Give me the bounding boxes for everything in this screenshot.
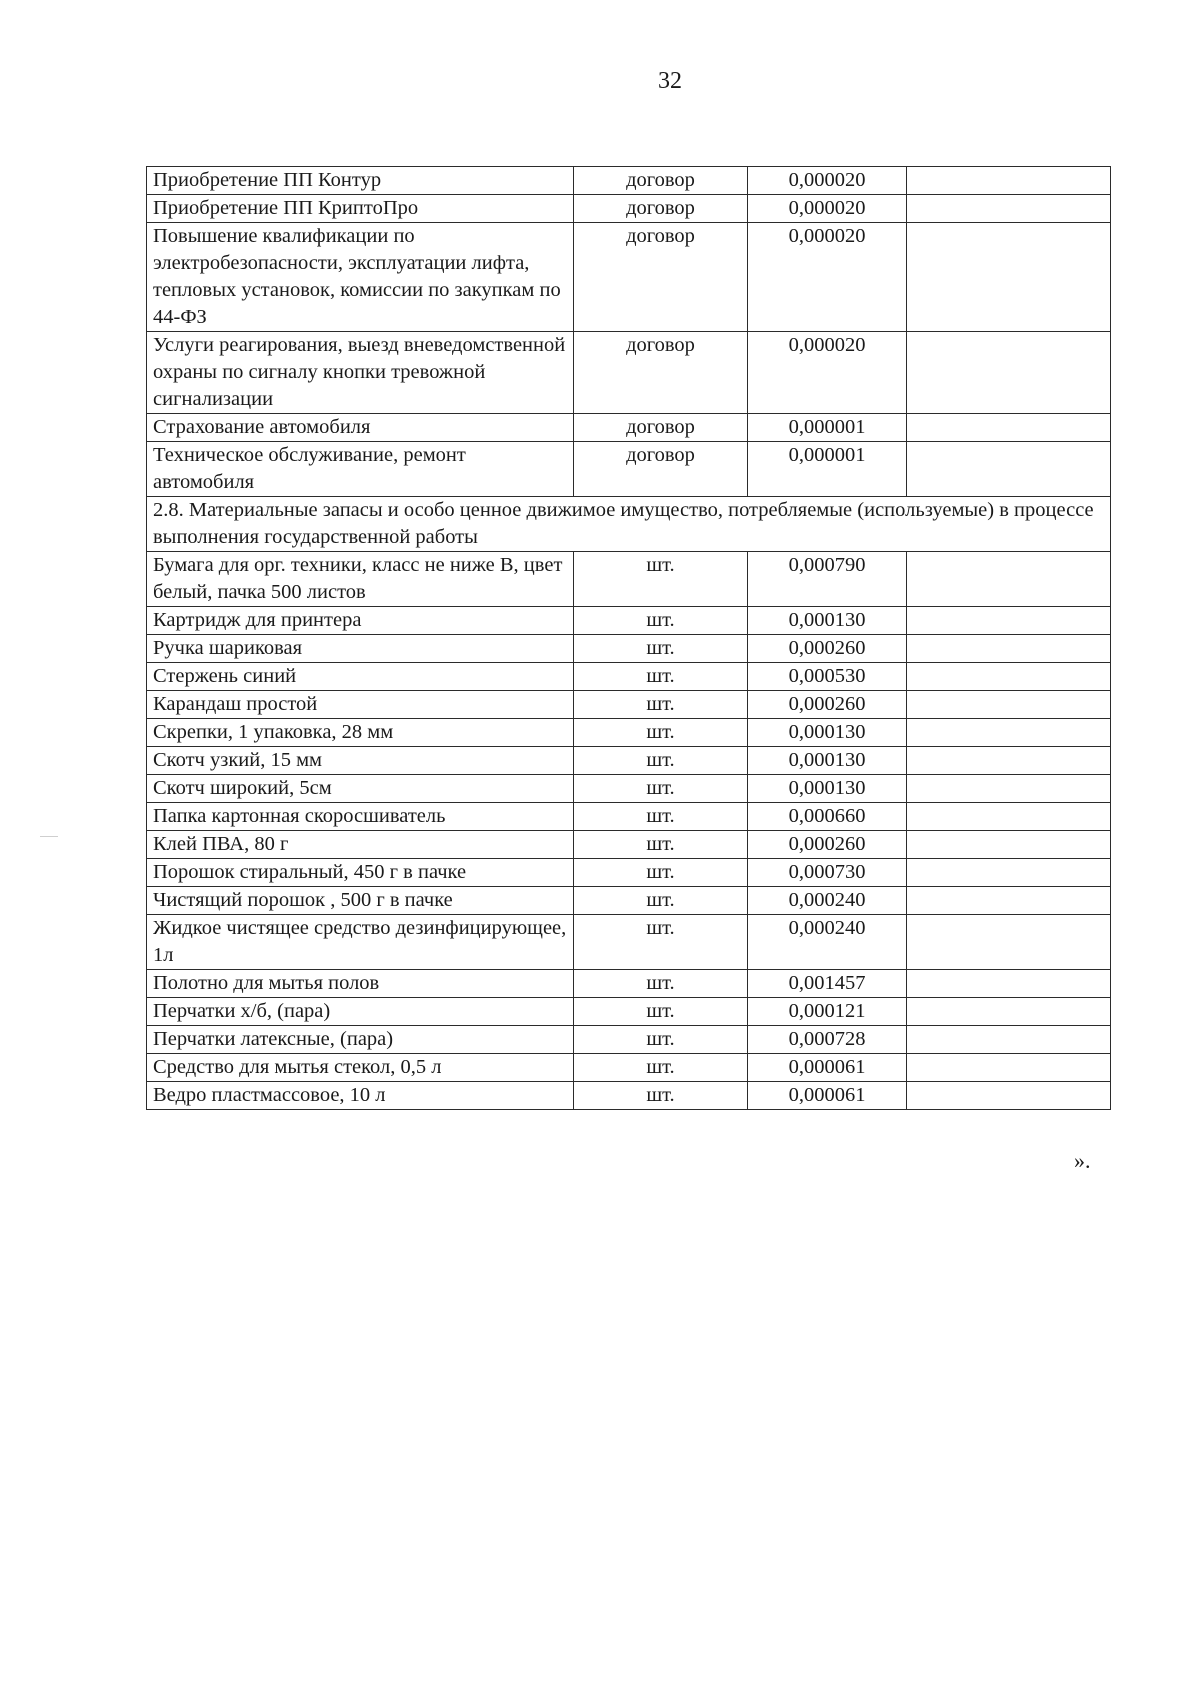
unit-cell: шт. (574, 970, 748, 998)
unit-cell: шт. (574, 1082, 748, 1110)
section-heading: 2.8. Материальные запасы и особо ценное движимое имущество, потребляемые (используемые) в процессе выполнения государственной работы (147, 497, 1111, 552)
extra-cell (907, 747, 1111, 775)
norm-value-cell: 0,000260 (748, 635, 907, 663)
unit-cell: договор (574, 414, 748, 442)
norms-table (146, 166, 1111, 1110)
norm-value-cell: 0,000728 (748, 1026, 907, 1054)
unit-cell: шт. (574, 887, 748, 915)
table-row (147, 607, 1111, 635)
item-name-cell: Скотч узкий, 15 мм (147, 747, 574, 775)
extra-cell (907, 775, 1111, 803)
table-row (147, 970, 1111, 998)
table-row (147, 915, 1111, 970)
extra-cell (907, 831, 1111, 859)
table-row (147, 635, 1111, 663)
table-row (147, 887, 1111, 915)
table-row (147, 167, 1111, 195)
norm-value-cell: 0,000240 (748, 915, 907, 970)
norm-value-cell: 0,000020 (748, 195, 907, 223)
section-heading-row (147, 497, 1111, 552)
item-name-cell: Клей ПВА, 80 г (147, 831, 574, 859)
table-row (147, 663, 1111, 691)
extra-cell (907, 887, 1111, 915)
unit-cell: шт. (574, 663, 748, 691)
extra-cell (907, 663, 1111, 691)
unit-cell: договор (574, 167, 748, 195)
table-row (147, 195, 1111, 223)
norm-value-cell: 0,000260 (748, 831, 907, 859)
norm-value-cell: 0,000130 (748, 607, 907, 635)
unit-cell: шт. (574, 915, 748, 970)
table-row (147, 442, 1111, 497)
norm-value-cell: 0,000001 (748, 414, 907, 442)
table-row (147, 691, 1111, 719)
table-row (147, 719, 1111, 747)
unit-cell: шт. (574, 803, 748, 831)
item-name-cell: Ручка шариковая (147, 635, 574, 663)
unit-cell: шт. (574, 831, 748, 859)
unit-cell: шт. (574, 859, 748, 887)
unit-cell: шт. (574, 775, 748, 803)
extra-cell (907, 1054, 1111, 1082)
norm-value-cell: 0,000061 (748, 1082, 907, 1110)
norm-value-cell: 0,000020 (748, 167, 907, 195)
item-name-cell: Картридж для принтера (147, 607, 574, 635)
item-name-cell: Техническое обслуживание, ремонт автомобиля (147, 442, 574, 497)
unit-cell: шт. (574, 1026, 748, 1054)
norm-value-cell: 0,000130 (748, 747, 907, 775)
unit-cell: шт. (574, 635, 748, 663)
unit-cell: договор (574, 442, 748, 497)
norm-value-cell: 0,000130 (748, 719, 907, 747)
extra-cell (907, 607, 1111, 635)
table-row (147, 552, 1111, 607)
unit-cell: шт. (574, 691, 748, 719)
table-row (147, 998, 1111, 1026)
extra-cell (907, 167, 1111, 195)
norm-value-cell: 0,000240 (748, 887, 907, 915)
unit-cell: шт. (574, 552, 748, 607)
item-name-cell: Чистящий порошок , 500 г в пачке (147, 887, 574, 915)
unit-cell: договор (574, 223, 748, 332)
item-name-cell: Полотно для мытья полов (147, 970, 574, 998)
unit-cell: шт. (574, 1054, 748, 1082)
table-row (147, 747, 1111, 775)
extra-cell (907, 552, 1111, 607)
table-row (147, 775, 1111, 803)
norm-value-cell: 0,001457 (748, 970, 907, 998)
item-name-cell: Страхование автомобиля (147, 414, 574, 442)
item-name-cell: Средство для мытья стекол, 0,5 л (147, 1054, 574, 1082)
item-name-cell: Перчатки латексные, (пара) (147, 1026, 574, 1054)
extra-cell (907, 915, 1111, 970)
norm-value-cell: 0,000130 (748, 775, 907, 803)
item-name-cell: Ведро пластмассовое, 10 л (147, 1082, 574, 1110)
extra-cell (907, 635, 1111, 663)
norm-value-cell: 0,000121 (748, 998, 907, 1026)
table-row (147, 1054, 1111, 1082)
item-name-cell: Карандаш простой (147, 691, 574, 719)
norm-value-cell: 0,000001 (748, 442, 907, 497)
extra-cell (907, 1026, 1111, 1054)
item-name-cell: Бумага для орг. техники, класс не ниже В, цвет белый, пачка 500 листов (147, 552, 574, 607)
item-name-cell: Приобретение ПП КриптоПро (147, 195, 574, 223)
table-row (147, 803, 1111, 831)
extra-cell (907, 332, 1111, 414)
unit-cell: договор (574, 195, 748, 223)
unit-cell: шт. (574, 747, 748, 775)
norm-value-cell: 0,000530 (748, 663, 907, 691)
unit-cell: шт. (574, 607, 748, 635)
table-row (147, 414, 1111, 442)
unit-cell: договор (574, 332, 748, 414)
item-name-cell: Скрепки, 1 упаковка, 28 мм (147, 719, 574, 747)
item-name-cell: Приобретение ПП Контур (147, 167, 574, 195)
table-row (147, 831, 1111, 859)
table-row (147, 859, 1111, 887)
item-name-cell: Перчатки х/б, (пара) (147, 998, 574, 1026)
extra-cell (907, 859, 1111, 887)
item-name-cell: Папка картонная скоросшиватель (147, 803, 574, 831)
extra-cell (907, 803, 1111, 831)
extra-cell (907, 998, 1111, 1026)
extra-cell (907, 442, 1111, 497)
extra-cell (907, 970, 1111, 998)
unit-cell: шт. (574, 998, 748, 1026)
item-name-cell: Жидкое чистящее средство дезинфицирующее, 1л (147, 915, 574, 970)
closing-quote: ». (1074, 1148, 1091, 1173)
page-number: 32 (658, 68, 682, 94)
item-name-cell: Стержень синий (147, 663, 574, 691)
norm-value-cell: 0,000020 (748, 223, 907, 332)
extra-cell (907, 414, 1111, 442)
table-row (147, 1082, 1111, 1110)
norm-value-cell: 0,000260 (748, 691, 907, 719)
norm-value-cell: 0,000020 (748, 332, 907, 414)
norm-value-cell: 0,000061 (748, 1054, 907, 1082)
item-name-cell: Скотч широкий, 5см (147, 775, 574, 803)
extra-cell (907, 195, 1111, 223)
norms-table-body (147, 167, 1111, 1110)
table-row (147, 332, 1111, 414)
item-name-cell: Повышение квалификации по электробезопасности, эксплуатации лифта, тепловых установок, комиссии по закупкам по 44-ФЗ (147, 223, 574, 332)
norm-value-cell: 0,000730 (748, 859, 907, 887)
extra-cell (907, 719, 1111, 747)
extra-cell (907, 223, 1111, 332)
norm-value-cell: 0,000660 (748, 803, 907, 831)
table-row (147, 223, 1111, 332)
extra-cell (907, 691, 1111, 719)
unit-cell: шт. (574, 719, 748, 747)
norm-value-cell: 0,000790 (748, 552, 907, 607)
item-name-cell: Порошок стиральный, 450 г в пачке (147, 859, 574, 887)
table-row (147, 1026, 1111, 1054)
scan-edge-mark (40, 836, 58, 837)
item-name-cell: Услуги реагирования, выезд вневедомственной охраны по сигналу кнопки тревожной сигнализации (147, 332, 574, 414)
extra-cell (907, 1082, 1111, 1110)
